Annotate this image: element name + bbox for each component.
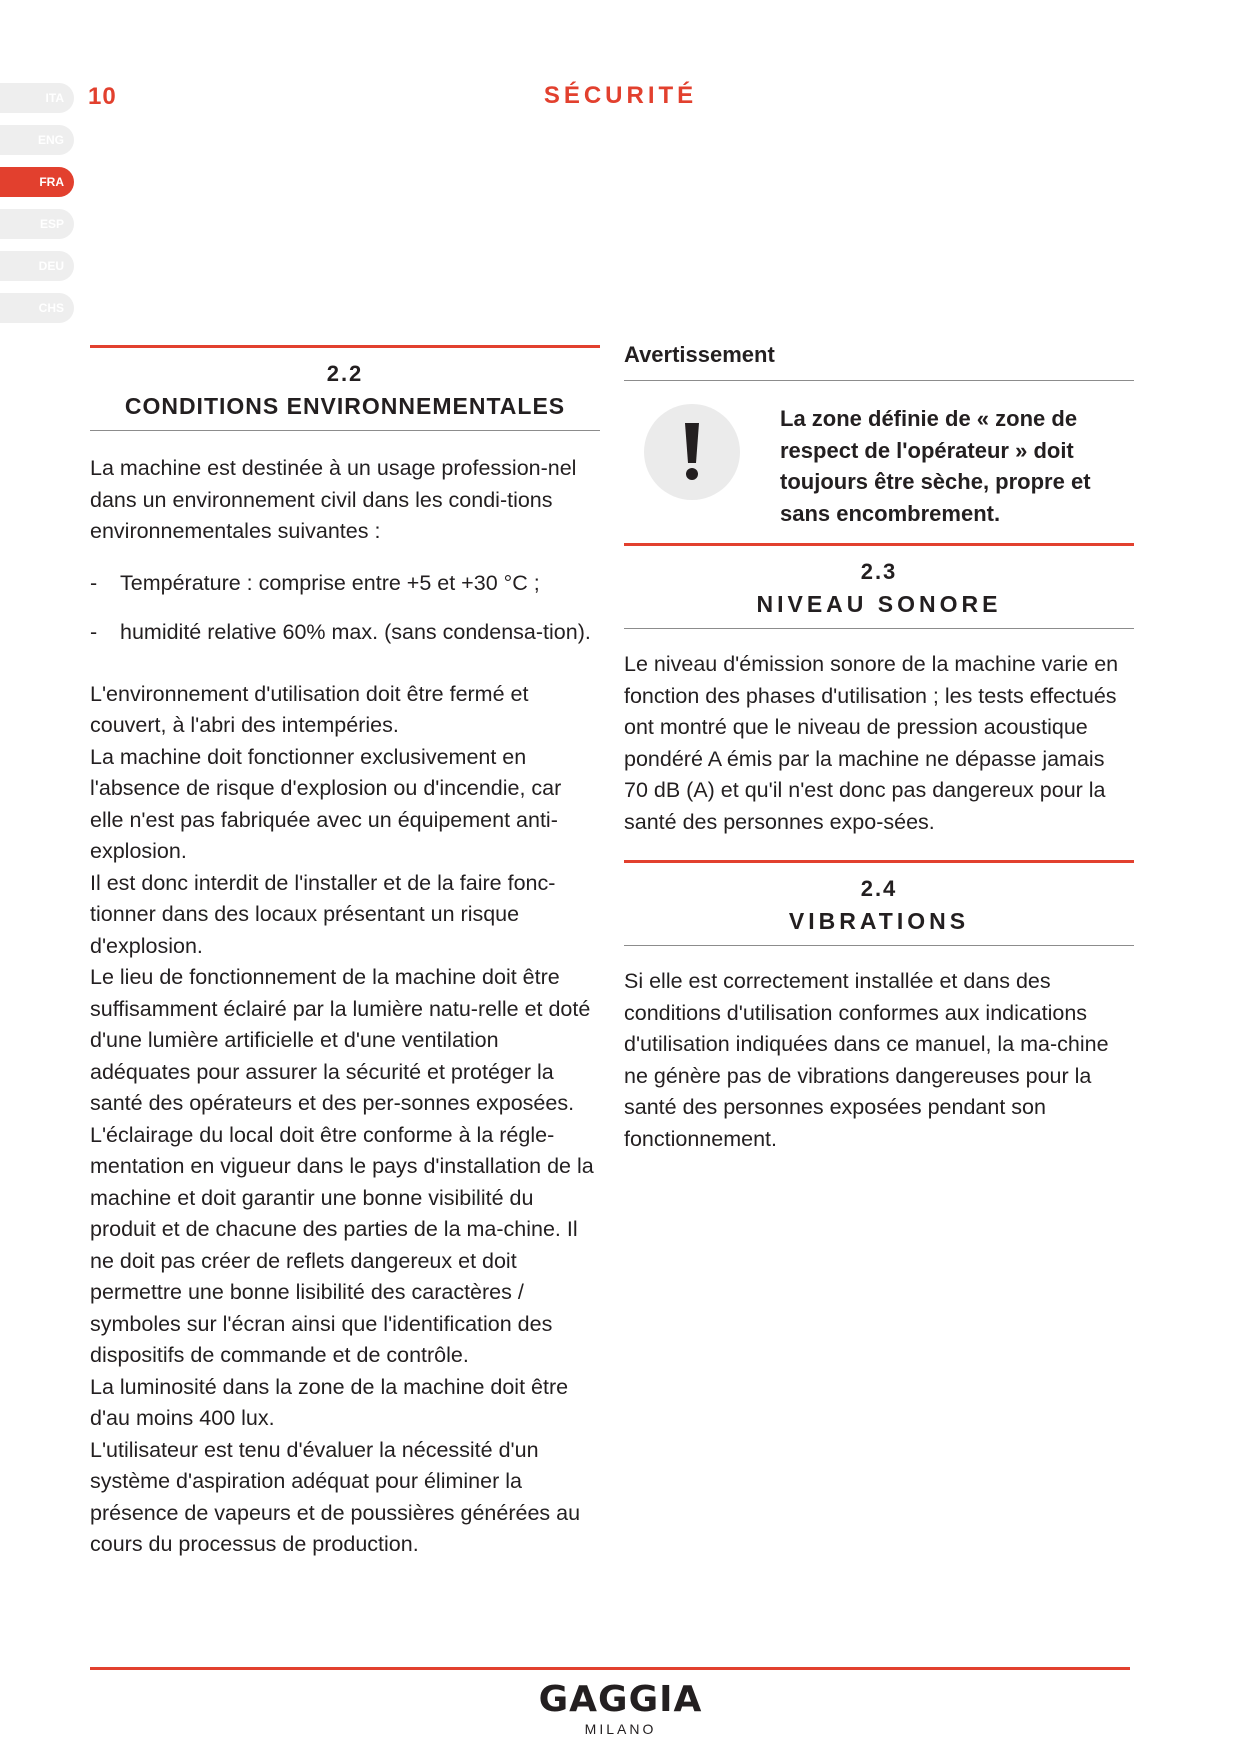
section-body-2-3: Le niveau d'émission sonore de la machine varie en fonction des phases d'utilisation ; les tests effectués ont montré que le niveau de pression acoustique pondéré A émis par la machine ne dépasse jamais 70 dB (A) et qu'il n'est donc pas dangereux pour la santé des personnes expo-sées.	[624, 652, 1119, 834]
intro-paragraph: La machine est destinée à un usage profession-nel dans un environnement civil dans les condi-tions environnementales suivantes :	[90, 456, 577, 543]
paragraph: Il est donc interdit de l'installer et de la faire fonc-tionner dans des locaux présentant un risque d'explosion.	[90, 870, 556, 958]
lang-tab-esp[interactable]: ESP	[0, 209, 74, 239]
paragraph: L'environnement d'utilisation doit être fermé et couvert, à l'abri des intempéries.	[90, 681, 529, 737]
paragraph: L'utilisateur est tenu d'évaluer la nécessité d'un système d'aspiration adéquat pour éliminer la présence de vapeurs et de poussières générées au cours du processus de production.	[90, 1437, 581, 1556]
section-title: CONDITIONS ENVIRONNEMENTALES	[124, 393, 566, 419]
lang-tab-deu[interactable]: DEU	[0, 251, 74, 281]
brand-logo	[0, 1680, 1241, 1738]
section-number: 2.3	[860, 559, 898, 584]
brand-subtitle: MILANO	[584, 1721, 657, 1737]
section-heading-2-4	[624, 863, 1134, 945]
section-heading-2-3	[624, 546, 1134, 628]
warning-title: Avertissement	[624, 342, 775, 367]
paragraph: La luminosité dans la zone de la machine doit être d'au moins 400 lux.	[90, 1374, 569, 1430]
section-body-2-4: Si elle est correctement installée et dans des conditions d'utilisation conformes aux indications d'utilisation indiquées dans ce manuel, la ma-chine ne génère pas de vibrations dangereuses pour la santé des personnes exposées pendant son fonctionnement.	[624, 969, 1109, 1151]
warning-text: La zone définie de « zone de respect de l'opérateur » doit toujours être sèche, propre et sans encombrement.	[780, 406, 1091, 526]
page-section-title: SÉCURITÉ	[543, 82, 698, 109]
paragraph: La machine doit fonctionner exclusivement en l'absence de risque d'explosion ou d'incendie, car elle n'est pas fabriquée avec un équipement anti-explosion.	[90, 744, 562, 863]
list-item: - Température : comprise entre +5 et +30 °C ;	[90, 570, 540, 595]
section-heading-2-2	[90, 348, 600, 430]
section-body-2-2	[90, 431, 600, 1561]
left-column	[90, 345, 600, 1561]
brand-name: GAGGIA	[538, 1679, 703, 1720]
conditions-list	[90, 568, 600, 649]
paragraph: Le lieu de fonctionnement de la machine doit être suffisamment éclairé par la lumière natu-relle et doté d'une lumière artificielle et d'une ventilation adéquates pour assurer la sécurité et protéger la santé des opérateurs et des per-sonnes exposées.	[90, 965, 591, 1115]
section-number: 2.4	[860, 876, 898, 901]
paragraph: L'éclairage du local doit être conforme à la régle-mentation en vigueur dans le pays d'installation de la machine et doit garantir une bonne visibilité du produit et de chacune des parties de la ma-chine. Il ne doit pas créer de reflets dangereux et doit permettre une bonne lisibilité des caractères / symboles sur l'écran ainsi que l'identification des dispositifs de commande et de contrôle.	[90, 1122, 594, 1367]
list-item: - humidité relative 60% max. (sans condensa-tion).	[90, 620, 591, 644]
footer-rule	[90, 1667, 1130, 1670]
section-number: 2.2	[326, 361, 364, 386]
lang-tab-chs[interactable]: CHS	[0, 293, 74, 323]
lang-tab-fra[interactable]: FRA	[0, 167, 74, 197]
right-column	[624, 340, 1134, 1155]
lang-tab-eng[interactable]: ENG	[0, 125, 74, 155]
warning-box	[624, 381, 1134, 543]
section-title: VIBRATIONS	[788, 908, 970, 934]
page-number: 10	[88, 83, 117, 110]
section-title: NIVEAU SONORE	[756, 591, 1002, 617]
exclamation-icon	[644, 404, 740, 500]
lang-tab-ita[interactable]: ITA	[0, 83, 74, 113]
